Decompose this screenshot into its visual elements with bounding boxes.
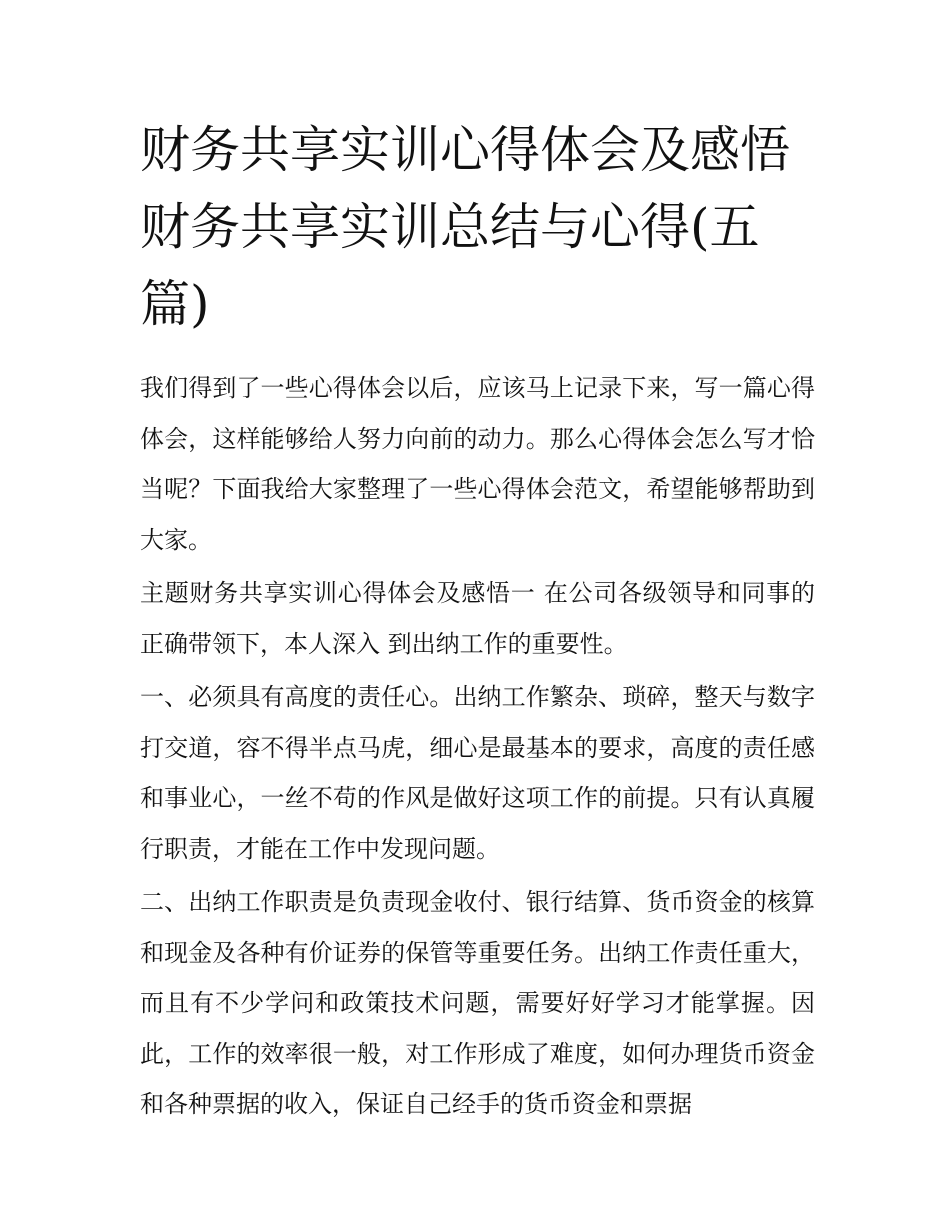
title-line-3: 篇)	[140, 275, 210, 333]
intro-paragraph: 我们得到了一些心得体会以后，应该马上记录下来，写一篇心得体会，这样能够给人努力向前的动力。那么心得体会怎么写才恰当呢？下面我给大家整理了一些心得体会范文，希望能够帮助到大家。	[140, 374, 815, 554]
topic-paragraph: 主题财务共享实训心得体会及感悟一 在公司各级领导和同事的正确带领下，本人深入 到出纳工作的重要性。	[140, 579, 815, 658]
document-title	[140, 112, 815, 343]
title-line-2: 财务共享实训总结与心得(五	[140, 198, 760, 256]
title-line-1: 财务共享实训心得体会及感悟	[140, 121, 790, 179]
point-two-paragraph: 二、出纳工作职责是负责现金收付、银行结算、货币资金的核算和现金及各种有价证券的保管等重要任务。出纳工作责任重大，而且有不少学问和政策技术问题，需要好好学习才能掌握。因此，工作的效率很一般，对工作形成了难度，如何办理货币资金和各种票据的收入，保证自己经手的货币资金和票据	[140, 888, 815, 1118]
point-one-paragraph: 一、必须具有高度的责任心。出纳工作繁杂、琐碎，整天与数字打交道，容不得半点马虎，细心是最基本的要求，高度的责任感和事业心，一丝不苟的作风是做好这项工作的前提。只有认真履行职责，才能在工作中发现问题。	[140, 683, 815, 863]
document-content	[140, 112, 815, 1130]
